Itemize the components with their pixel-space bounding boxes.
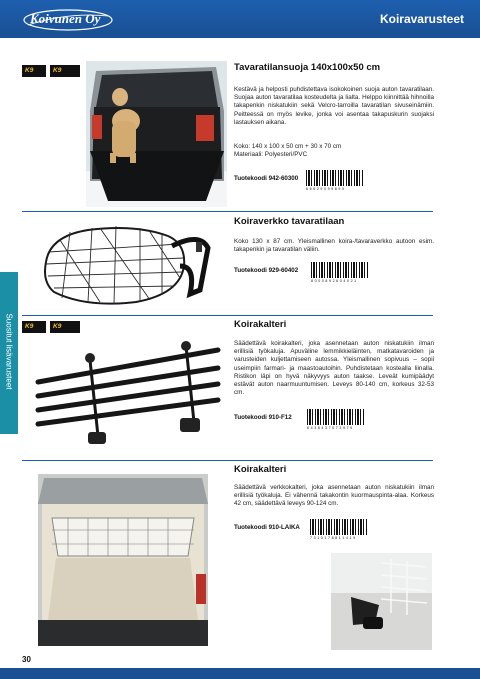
product-title: Tavaratilansuoja 140x100x50 cm — [234, 62, 381, 73]
product-spec-material: Materiaali: Polyesteri/PVC — [234, 151, 308, 158]
footer-bar — [0, 668, 480, 679]
barcode-number: 7 3 1 0 1 7 8 8 1 1 4 1 9 — [310, 536, 356, 540]
barcode-number: 8 0 0 0 8 9 2 6 0 4 0 2 1 — [311, 279, 357, 283]
product-description: Koko 130 x 87 cm. Yleismallinen koira-/tavaraverkko autoon esim. takapenkin ja tavaratilan väliin. — [234, 238, 434, 254]
section-divider — [22, 211, 433, 212]
brand-badge: K9 — [22, 65, 46, 77]
brand-badge: K9 — [50, 321, 80, 333]
product-code: Tuotekoodi 929-60402 — [234, 267, 299, 274]
brand-logo-text: Koivunen Oy — [30, 11, 101, 26]
product-description: Säädettävä koirakalteri, joka asennetaan auton niskatukiin ilman erillisiä työkaluja. Apuväline lemmikkieläinten, matkatavaroiden ja varusteiden kuljettamiseen autossa. Yleismallinen sopivuus – sopii useimpiin farmari- ja maastoautoihin. Puhdistetaan kostealla liinalla. Ristikon läpi on hyvä näkyvyys auton taakse. Leveät kumipäädyt estävät auton naarmuuntumisen. Leveys 80-140 cm, korkeus 32-53 cm. — [234, 340, 434, 397]
section-divider — [22, 315, 433, 316]
barcode-number: 6 4 3 8 4 3 7 0 7 3 9 7 9 — [307, 426, 353, 430]
brand-badge: K9 — [50, 65, 80, 77]
barcode — [307, 409, 365, 425]
product-title: Koiraverkko tavaratilaan — [234, 216, 345, 227]
product-photo-dog-guard — [30, 340, 222, 452]
product-code: Tuotekoodi 910-LAIKA — [234, 524, 300, 531]
brand-badge: K9 — [22, 321, 46, 333]
product-code: Tuotekoodi 910-F12 — [234, 414, 292, 421]
product-photo-car-trunk — [38, 474, 208, 646]
product-title: Koirakalteri — [234, 319, 287, 330]
barcode — [311, 262, 369, 278]
product-description: Kestävä ja helposti puhdistettava isokokoinen suoja auton tavaratilaan. Suojaa auton tavaratilaa kosteudelta ja lialta. Helppo kiinnittää hihnoilla takapenkin niskatukiin sekä Velcro-tarroilla tavaratilan sivuseinämiin. Peitteessä on myös levike, jonka voi asentaa takapuskurin suojaksi lastauksen aikana. — [234, 86, 434, 126]
product-photo-guard-detail — [331, 553, 432, 650]
product-description: Säädettävä verkkokalteri, joka asennetaan auton niskatukiin ilman erillisiä työkaluja. Ei vähennä takakontin kuormauspinta-alaa. Korkeus 42 cm, säädettävä leveys 90-124 cm. — [234, 484, 434, 508]
product-photo-dog-net — [40, 222, 216, 308]
barcode — [310, 519, 368, 535]
product-code: Tuotekoodi 942-60300 — [234, 175, 299, 182]
product-title: Koirakalteri — [234, 464, 287, 475]
section-title: Koiravarusteet — [379, 12, 464, 26]
section-divider — [22, 460, 433, 461]
barcode-number: 6 6 6 2 9 0 9 9 8 9 0 — [306, 187, 345, 191]
product-photo-cargo-cover — [86, 61, 227, 207]
side-tab-label: Suositut lisävarusteet — [4, 313, 14, 390]
barcode — [306, 170, 364, 186]
product-spec-size: Koko: 140 x 100 x 50 cm + 30 x 70 cm — [234, 143, 342, 150]
page-number: 30 — [22, 655, 31, 664]
